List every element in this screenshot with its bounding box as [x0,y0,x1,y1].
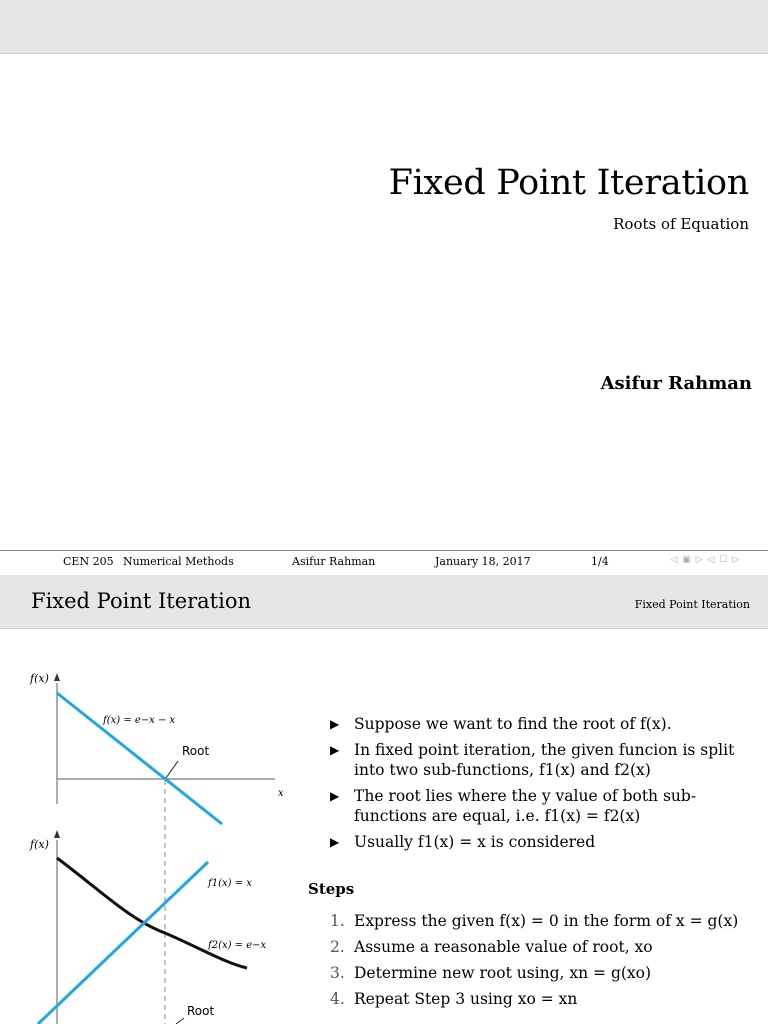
bottom-root-pointer [176,1018,184,1024]
slide-title: Fixed Point Iteration [388,163,749,203]
steps-list [330,911,750,1015]
slide-header-bar [0,0,768,54]
bottom-curve-label: f2(x) = e−x [208,940,267,951]
bottom-y-axis-label: f(x) [30,838,49,851]
step-item: 4. Repeat Step 3 using xo = xn [330,990,578,1008]
footer-date: January 18, 2017 [435,555,531,568]
bullet-triangle-icon: ▶ [330,789,340,803]
top-y-axis-label: f(x) [30,672,49,685]
top-curve-label: f(x) = e−x − x [103,715,176,726]
bottom-line-label: f1(x) = x [208,878,252,889]
bottom-y-axis-arrow [54,830,60,838]
top-function-line [57,693,222,824]
bullet-triangle-icon: ▶ [330,743,340,757]
bullet-triangle-icon: ▶ [330,717,340,731]
frame-title: Fixed Point Iteration [31,589,251,613]
step-item: 1. Express the given f(x) = 0 in the form of x = g(x) [330,912,739,930]
bottom-root-label: Root [187,1004,215,1018]
bullet-item: ▶ In fixed point iteration, the given funcion is split into two sub-functions, f1(x) and f2(x) [330,741,735,779]
top-root-label: Root [182,744,210,758]
root-figure [0,628,300,1024]
slide-subtitle: Roots of Equation [613,215,749,233]
bullet-list [330,714,750,858]
top-root-pointer [166,761,178,778]
footer-course: CEN 205 [63,555,114,568]
beamer-navigation-icons[interactable]: ◁ ▣ ▷ ◁ ☐ ▷ [670,555,740,565]
top-plot [29,672,284,824]
top-x-axis-label: x [278,788,284,799]
bullet-item: ▶ Suppose we want to find the root of f(x). [330,715,672,733]
frame-section-label: Fixed Point Iteration [634,598,750,611]
step-item: 3. Determine new root using, xn = g(xo) [330,964,652,982]
footer-author: Asifur Rahman [292,555,376,568]
step-item: 2. Assume a reasonable value of root, xo [330,938,653,956]
bottom-plot [29,830,267,1024]
bullet-item: ▶ The root lies where the y value of both sub-functions are equal, i.e. f1(x) = f2(x) [330,787,697,825]
bullet-item: ▶ Usually f1(x) = x is considered [330,833,596,851]
slide-footer [0,550,768,576]
bottom-exponential-curve [57,858,247,968]
slide-author: Asifur Rahman [600,373,752,394]
bullet-triangle-icon: ▶ [330,835,340,849]
bottom-identity-line [38,862,208,1024]
footer-course-name: Numerical Methods [123,555,234,568]
steps-heading: Steps [308,880,355,898]
top-y-axis-arrow [54,673,60,681]
footer-page-number: 1/4 [591,555,609,568]
